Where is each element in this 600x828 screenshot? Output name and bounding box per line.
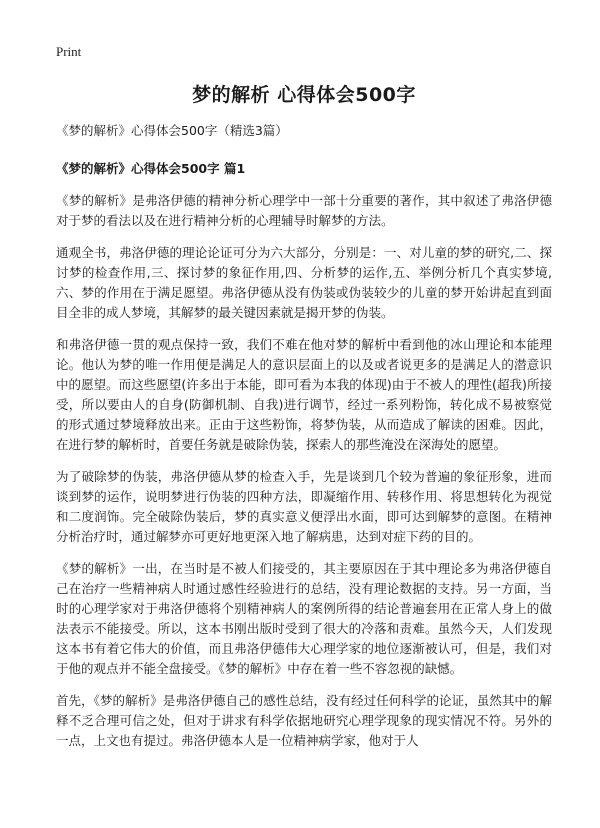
paragraph: 和弗洛伊德一贯的观点保持一致，我们不难在他对梦的解析中看到他的冰山理论和本能理论。他认为梦的唯一作用便是满足人的意识层面上的以及或者说更多的是满足人的潜意识中的愿望。而这些愿望(许多出于本能，即可看为本我的体现)由于不被人的理性(超我)所接受，所以要由人的自身(防御机制、自我)进行调节，经过一系列粉饰，转化成不易被察觉的形式通过梦境释放出来。正由于这些粉饰，将梦伪装，从而造成了解读的困难。因此，在进行梦的解析时，首要任务就是破除伪装，探索人的那些淹没在深海处的愿望。 — [56, 337, 552, 452]
paragraph: 《梦的解析》是弗洛伊德的精神分析心理学中一部十分重要的著作，其中叙述了弗洛伊德对于梦的看法以及在进行精神分析的心理辅导时解梦的方法。 — [56, 193, 552, 228]
page-title: 梦的解析 心得体会500字 — [192, 84, 416, 106]
document-body — [56, 72, 552, 763]
paragraph: 为了破除梦的伪装，弗洛伊德从梦的检查入手，先是谈到几个较为普遍的象征形象，进而谈到梦的运作，说明梦进行伪装的四种方法，即凝缩作用、转移作用、将思想转化为视觉和二度润饰。完全破除伪装后，梦的真实意义便浮出水面，即可达到解梦的意图。在精神分析治疗时，通过解梦亦可更好地更深入地了解病患，达到对症下药的目的。 — [56, 469, 552, 544]
section-heading: 《梦的解析》心得体会500字 篇1 — [56, 161, 246, 176]
print-link[interactable]: Print — [56, 44, 82, 59]
paragraph: 通观全书，弗洛伊德的理论论证可分为六大部分，分别是：一、对儿童的梦的研究,二、探讨梦的检查作用,三、探讨梦的象征作用,四、分析梦的运作,五、举例分析几个真实梦境,六、梦的作用在于满足愿望。弗洛伊德从没有伪装或伪装较少的儿童的梦开始讲起直到面目全非的成人梦境，其解梦的最关键因素就是揭开梦的伪装。 — [56, 245, 552, 320]
paragraph: 《梦的解析》一出，在当时是不被人们接受的，其主要原因在于其中理论多为弗洛伊德自己在治疗一些精神病人时通过感性经验进行的总结，没有理论数据的支持。另一方面，当时的心理学家对于弗洛伊德将个别精神病人的案例所得的结论普遍套用在正常人身上的做法表示不能接受。所以，这本书刚出版时受到了很大的冷落和责难。虽然今天，人们发现这本书有着它伟大的价值，而且弗洛伊德伟大心理学家的地位逐渐被认可，但是，我们对于他的观点并不能全盘接受。《梦的解析》中存在着一些不容忽视的缺憾。 — [56, 561, 552, 676]
paragraph: 首先，《梦的解析》是弗洛伊德自己的感性总结，没有经过任何科学的论证，虽然其中的解释不乏合理可信之处，但对于讲求有科学依据地研究心理学现象的现实情况不符。另外的一点，上文也有提过。弗洛伊德本人是一位精神病学家，他对于人 — [56, 693, 552, 748]
document-subtitle: 《梦的解析》心得体会500字（精选3篇） — [56, 123, 288, 138]
